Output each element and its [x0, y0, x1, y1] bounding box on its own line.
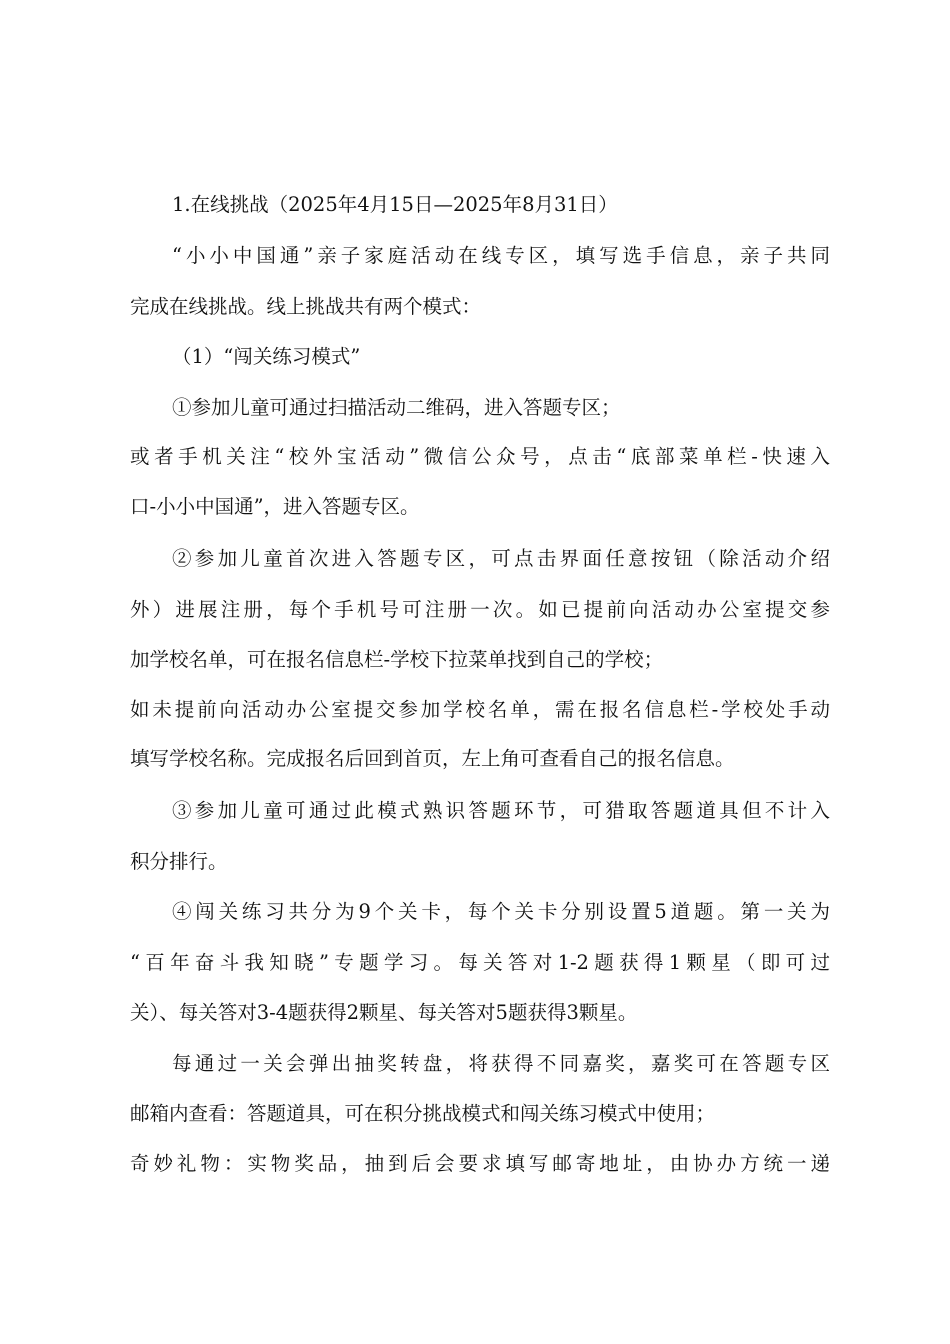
paragraph-line: 外）进展注册，每个手机号可注册一次。如已提前向活动办公室提交参 — [130, 598, 830, 621]
paragraph-line: 每通过一关会弹出抽奖转盘，将获得不同嘉奖，嘉奖可在答题专区 — [172, 1052, 830, 1075]
paragraph-line: 如未提前向活动办公室提交参加学校名单，需在报名信息栏-学校处手动 — [130, 698, 830, 721]
paragraph-line: ④闯关练习共分为9个关卡，每个关卡分别设置5道题。第一关为 — [172, 900, 830, 923]
subsection-heading-mode-1: （1）“闯关练习模式” — [172, 345, 361, 368]
paragraph-line: ①参加儿童可通过扫描活动二维码，进入答题专区； — [172, 396, 621, 419]
paragraph-line: ③参加儿童可通过此模式熟识答题环节，可猎取答题道具但不计入 — [172, 799, 830, 822]
paragraph-line: 奇妙礼物：实物奖品，抽到后会要求填写邮寄地址，由协办方统一递 — [130, 1152, 830, 1175]
paragraph-line: 加学校名单，可在报名信息栏-学校下拉菜单找到自己的学校； — [130, 648, 664, 671]
paragraph-line: 填写学校名称。完成报名后回到首页，左上角可查看自己的报名信息。 — [130, 747, 735, 770]
paragraph-line: 完成在线挑战。线上挑战共有两个模式： — [130, 295, 482, 318]
paragraph-line: “百年奋斗我知晓”专题学习。每关答对1-2题获得1颗星（即可过 — [130, 951, 830, 974]
section-heading-online-challenge: 1.在线挑战（2025年4月15日—2025年8月31日） — [172, 193, 618, 216]
paragraph-line: 或者手机关注“校外宝活动”微信公众号，点击“底部菜单栏-快速入 — [130, 445, 830, 468]
paragraph-line: 口-小小中国通”，进入答题专区。 — [130, 495, 420, 518]
paragraph-line: “小小中国通”亲子家庭活动在线专区，填写选手信息，亲子共同 — [172, 244, 830, 267]
paragraph-line: 积分排行。 — [130, 850, 228, 873]
paragraph-line: 邮箱内查看：答题道具，可在积分挑战模式和闯关练习模式中使用； — [130, 1102, 716, 1125]
paragraph-line: 关）、每关答对3-4题获得2颗星、每关答对5题获得3颗星。 — [130, 1001, 638, 1024]
paragraph-line: ②参加儿童首次进入答题专区，可点击界面任意按钮（除活动介绍 — [172, 547, 830, 570]
